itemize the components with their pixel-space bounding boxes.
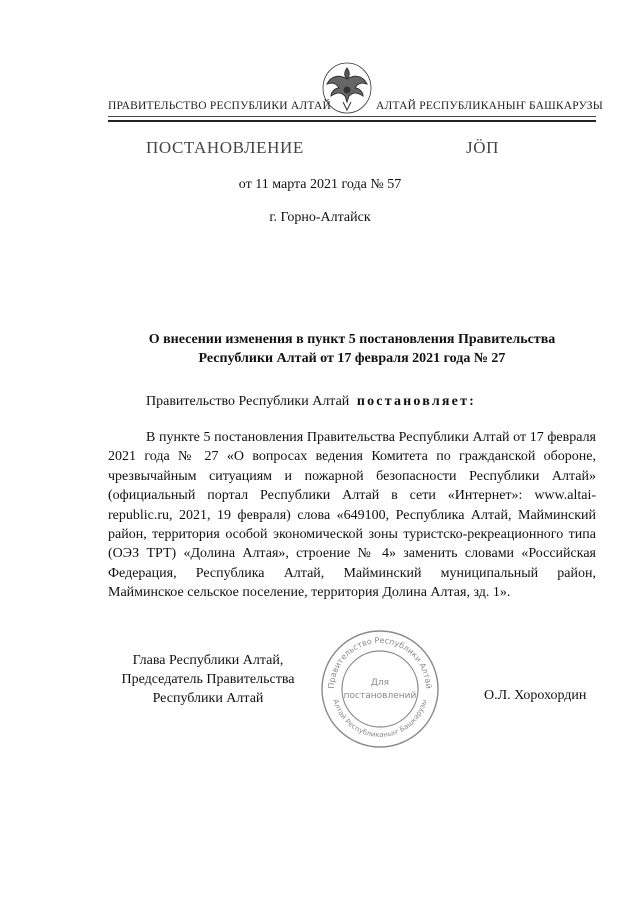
title-line-1: О внесении изменения в пункт 5 постановления Правительства xyxy=(148,332,556,347)
signatory-name: О.Л. Хорохордин xyxy=(484,688,587,703)
stamp-ring-top: Правительство Республики Алтай xyxy=(326,635,434,690)
signature-position-line-3: Республики Алтай xyxy=(152,691,264,706)
title-line-2: Республики Алтай от 17 февраля 2021 года № 27 xyxy=(198,351,506,366)
signature-position-line-2: Председатель Правительства xyxy=(121,672,295,687)
document-title xyxy=(108,330,596,368)
doc-type-alt: ЈӦП xyxy=(466,138,499,157)
header-rule-thin xyxy=(108,116,596,117)
signature-position xyxy=(108,651,308,708)
official-stamp xyxy=(318,627,442,751)
stamp-ring-bottom: Алтай Республиканыҥ Башкарузы xyxy=(331,698,429,740)
date-line: от 11 марта 2021 года № 57 xyxy=(238,177,402,192)
header-org-ru: ПРАВИТЕЛЬСТВО РЕСПУБЛИКИ АЛТАЙ xyxy=(108,100,332,112)
stamp-inner-line-1: Для xyxy=(370,678,390,688)
header-org-alt: АЛТАЙ РЕСПУБЛИКАНЫҤ БАШКАРУЗЫ xyxy=(376,100,603,112)
doc-type-ru: ПОСТАНОВЛЕНИЕ xyxy=(146,138,304,157)
preamble-verb: постановляет: xyxy=(356,394,477,409)
signature-position-line-1: Глава Республики Алтай, xyxy=(132,653,284,668)
header-rule-thick xyxy=(108,120,596,122)
preamble-subject: Правительство Республики Алтай xyxy=(146,394,350,409)
body-paragraph: В пункте 5 постановления Правительства Республики Алтай от 17 февраля 2021 года № 27 «О вопросах ведения Комитета по гражданской обороне, чрезвычайным ситуациям и пожарной безопасности Республики Алтай» (официальный портал Республики Алтай в сети «Интернет»: www.altai-republic.ru, 2021, 19 февраля) слова «649100, Республика Алтай, Майминский район, территория особой экономической зоны туристско-рекреационного типа (ОЭЗ ТРТ) «Долина Алтая», строение № 4» заменить словами «Российская Федерация, Республика Алтай, Майминский муниципальный район, Майминское сельское поселение, территория Долина Алтая, зд. 1». xyxy=(108,430,596,601)
preamble xyxy=(146,394,476,410)
city-line: г. Горно-Алтайск xyxy=(269,210,371,225)
stamp-inner-line-2: постановлений xyxy=(343,691,417,701)
